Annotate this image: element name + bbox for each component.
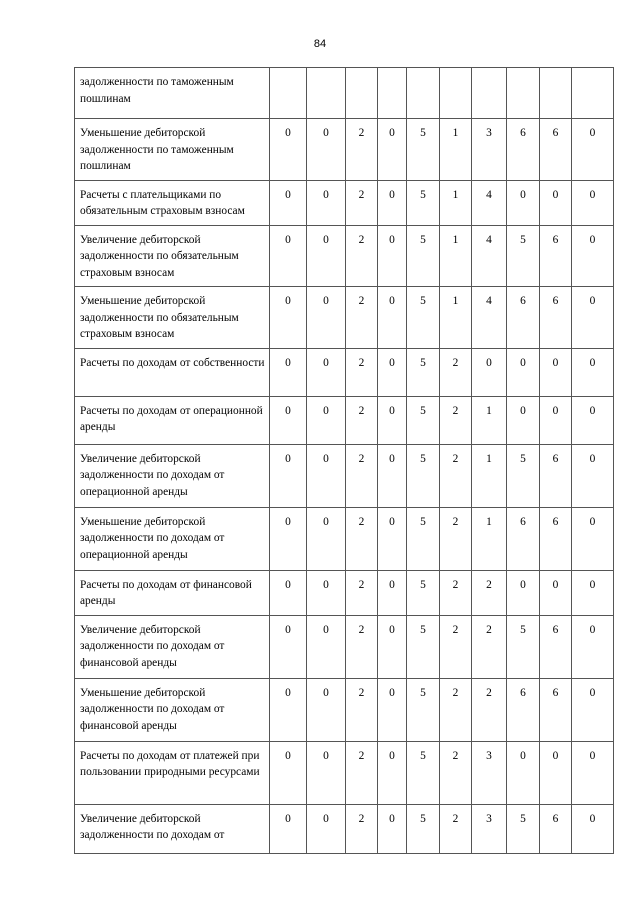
code-digit-cell: 3 <box>472 804 507 853</box>
code-digit-cell: 2 <box>346 444 378 507</box>
code-digit-cell: 5 <box>407 396 440 444</box>
code-digit-cell: 0 <box>270 444 307 507</box>
code-digit-cell: 5 <box>407 180 440 225</box>
account-name-cell: задолженности по таможенным пошлинам <box>75 68 270 119</box>
code-digit-cell: 0 <box>270 396 307 444</box>
code-digit-cell: 2 <box>346 225 378 287</box>
code-digit-cell: 0 <box>307 119 346 181</box>
code-digit-cell <box>507 68 540 119</box>
code-digit-cell: 0 <box>307 678 346 741</box>
code-digit-cell: 2 <box>346 678 378 741</box>
code-digit-cell: 0 <box>270 119 307 181</box>
code-digit-cell: 0 <box>270 225 307 287</box>
code-digit-cell: 3 <box>472 741 507 804</box>
code-digit-cell: 5 <box>507 444 540 507</box>
code-digit-cell: 2 <box>440 348 472 396</box>
code-digit-cell: 2 <box>346 570 378 615</box>
code-digit-cell: 0 <box>378 444 407 507</box>
table-row <box>75 804 614 853</box>
code-digit-cell: 0 <box>307 396 346 444</box>
code-digit-cell: 0 <box>572 741 614 804</box>
code-digit-cell: 1 <box>472 444 507 507</box>
code-digit-cell: 6 <box>540 119 572 181</box>
code-digit-cell: 0 <box>270 180 307 225</box>
code-digit-cell: 1 <box>440 225 472 287</box>
code-digit-cell: 5 <box>407 741 440 804</box>
code-digit-cell: 0 <box>307 615 346 678</box>
account-name-cell: Расчеты по доходам от финансовой аренды <box>75 570 270 615</box>
code-digit-cell: 2 <box>440 444 472 507</box>
code-digit-cell: 4 <box>472 180 507 225</box>
code-digit-cell: 6 <box>540 615 572 678</box>
code-digit-cell: 6 <box>507 119 540 181</box>
code-digit-cell <box>572 68 614 119</box>
code-digit-cell: 0 <box>540 348 572 396</box>
code-digit-cell: 0 <box>307 348 346 396</box>
code-digit-cell: 0 <box>270 348 307 396</box>
code-digit-cell: 0 <box>572 396 614 444</box>
code-digit-cell: 0 <box>307 741 346 804</box>
code-digit-cell: 0 <box>378 348 407 396</box>
code-digit-cell: 5 <box>407 225 440 287</box>
account-name-cell: Расчеты по доходам от платежей при пользовании природными ресурсами <box>75 741 270 804</box>
code-digit-cell: 1 <box>472 396 507 444</box>
code-digit-cell: 6 <box>507 678 540 741</box>
code-digit-cell: 4 <box>472 225 507 287</box>
code-digit-cell: 0 <box>270 678 307 741</box>
code-digit-cell: 1 <box>440 287 472 349</box>
code-digit-cell <box>270 68 307 119</box>
code-digit-cell: 0 <box>572 225 614 287</box>
code-digit-cell: 2 <box>346 287 378 349</box>
table-row <box>75 615 614 678</box>
code-digit-cell: 5 <box>507 804 540 853</box>
code-digit-cell: 0 <box>572 570 614 615</box>
code-digit-cell: 6 <box>540 678 572 741</box>
account-name-cell: Уменьшение дебиторской задолженности по доходам от финансовой аренды <box>75 678 270 741</box>
code-digit-cell: 0 <box>507 348 540 396</box>
table-row <box>75 348 614 396</box>
table-row <box>75 119 614 181</box>
code-digit-cell: 0 <box>307 507 346 570</box>
code-digit-cell: 0 <box>472 348 507 396</box>
code-digit-cell: 0 <box>572 507 614 570</box>
code-digit-cell: 5 <box>407 287 440 349</box>
code-digit-cell <box>346 68 378 119</box>
code-digit-cell: 6 <box>540 804 572 853</box>
code-digit-cell: 0 <box>572 615 614 678</box>
code-digit-cell: 0 <box>507 180 540 225</box>
code-digit-cell <box>407 68 440 119</box>
code-digit-cell: 5 <box>407 348 440 396</box>
code-digit-cell: 0 <box>378 615 407 678</box>
code-digit-cell: 0 <box>307 225 346 287</box>
code-digit-cell: 5 <box>407 615 440 678</box>
code-digit-cell: 0 <box>572 444 614 507</box>
code-digit-cell: 0 <box>378 570 407 615</box>
code-digit-cell: 5 <box>507 615 540 678</box>
table-row <box>75 225 614 287</box>
code-digit-cell: 2 <box>440 804 472 853</box>
code-digit-cell: 0 <box>270 507 307 570</box>
code-digit-cell: 2 <box>346 348 378 396</box>
code-digit-cell: 0 <box>507 741 540 804</box>
account-name-cell: Увеличение дебиторской задолженности по доходам от финансовой аренды <box>75 615 270 678</box>
code-digit-cell: 1 <box>440 180 472 225</box>
code-digit-cell: 0 <box>572 348 614 396</box>
code-digit-cell: 0 <box>572 804 614 853</box>
code-digit-cell: 0 <box>307 287 346 349</box>
code-digit-cell: 0 <box>270 804 307 853</box>
code-digit-cell: 0 <box>307 570 346 615</box>
code-digit-cell: 6 <box>507 287 540 349</box>
code-digit-cell: 0 <box>270 570 307 615</box>
code-digit-cell: 6 <box>540 225 572 287</box>
table-row <box>75 678 614 741</box>
code-digit-cell: 2 <box>472 615 507 678</box>
account-name-cell: Уменьшение дебиторской задолженности по обязательным страховым взносам <box>75 287 270 349</box>
account-name-cell: Расчеты с плательщиками по обязательным страховым взносам <box>75 180 270 225</box>
code-digit-cell: 0 <box>378 180 407 225</box>
code-digit-cell: 2 <box>346 119 378 181</box>
table-row <box>75 180 614 225</box>
code-digit-cell: 2 <box>440 741 472 804</box>
table-row <box>75 287 614 349</box>
code-digit-cell <box>440 68 472 119</box>
code-digit-cell <box>540 68 572 119</box>
code-digit-cell: 0 <box>572 180 614 225</box>
code-digit-cell: 0 <box>572 119 614 181</box>
code-digit-cell: 0 <box>378 741 407 804</box>
code-digit-cell: 5 <box>407 804 440 853</box>
code-digit-cell: 2 <box>346 396 378 444</box>
code-digit-cell: 0 <box>307 180 346 225</box>
code-digit-cell: 0 <box>270 615 307 678</box>
code-digit-cell: 2 <box>440 615 472 678</box>
code-digit-cell: 0 <box>378 678 407 741</box>
code-digit-cell: 0 <box>540 396 572 444</box>
code-digit-cell: 1 <box>472 507 507 570</box>
account-name-cell: Расчеты по доходам от собственности <box>75 348 270 396</box>
code-digit-cell: 2 <box>440 570 472 615</box>
code-digit-cell: 2 <box>472 678 507 741</box>
code-digit-cell: 0 <box>378 287 407 349</box>
account-name-cell: Увеличение дебиторской задолженности по доходам от операционной аренды <box>75 444 270 507</box>
code-digit-cell: 2 <box>440 396 472 444</box>
code-digit-cell: 0 <box>378 396 407 444</box>
code-digit-cell: 4 <box>472 287 507 349</box>
code-digit-cell <box>378 68 407 119</box>
code-digit-cell: 1 <box>440 119 472 181</box>
account-name-cell: Расчеты по доходам от операционной аренды <box>75 396 270 444</box>
code-digit-cell: 0 <box>540 180 572 225</box>
account-name-cell: Уменьшение дебиторской задолженности по таможенным пошлинам <box>75 119 270 181</box>
accounts-code-table <box>74 67 614 854</box>
code-digit-cell: 6 <box>540 287 572 349</box>
table-body <box>75 68 614 854</box>
code-digit-cell <box>307 68 346 119</box>
table-row <box>75 570 614 615</box>
code-digit-cell: 2 <box>440 678 472 741</box>
code-digit-cell: 2 <box>346 741 378 804</box>
code-digit-cell: 0 <box>378 119 407 181</box>
code-digit-cell: 0 <box>270 287 307 349</box>
code-digit-cell: 2 <box>346 804 378 853</box>
code-digit-cell: 2 <box>346 615 378 678</box>
code-digit-cell: 6 <box>540 507 572 570</box>
code-digit-cell <box>472 68 507 119</box>
code-digit-cell: 2 <box>346 507 378 570</box>
code-digit-cell: 0 <box>507 396 540 444</box>
code-digit-cell: 3 <box>472 119 507 181</box>
code-digit-cell: 0 <box>378 225 407 287</box>
code-digit-cell: 0 <box>270 741 307 804</box>
code-digit-cell: 6 <box>507 507 540 570</box>
table-row <box>75 396 614 444</box>
page-number: 84 <box>313 38 327 50</box>
code-digit-cell: 0 <box>507 570 540 615</box>
code-digit-cell: 0 <box>378 507 407 570</box>
table-row <box>75 741 614 804</box>
code-digit-cell: 0 <box>572 678 614 741</box>
account-name-cell: Увеличение дебиторской задолженности по обязательным страховым взносам <box>75 225 270 287</box>
code-digit-cell: 2 <box>346 180 378 225</box>
code-digit-cell: 0 <box>540 741 572 804</box>
code-digit-cell: 2 <box>440 507 472 570</box>
code-digit-cell: 6 <box>540 444 572 507</box>
account-name-cell: Увеличение дебиторской задолженности по доходам от <box>75 804 270 853</box>
code-digit-cell: 0 <box>307 804 346 853</box>
code-digit-cell: 5 <box>407 678 440 741</box>
code-digit-cell: 2 <box>472 570 507 615</box>
code-digit-cell: 5 <box>407 119 440 181</box>
code-digit-cell: 5 <box>407 444 440 507</box>
code-digit-cell: 5 <box>507 225 540 287</box>
code-digit-cell: 5 <box>407 507 440 570</box>
table-row <box>75 68 614 119</box>
table-row <box>75 507 614 570</box>
account-name-cell: Уменьшение дебиторской задолженности по доходам от операционной аренды <box>75 507 270 570</box>
table-row <box>75 444 614 507</box>
code-digit-cell: 5 <box>407 570 440 615</box>
code-digit-cell: 0 <box>378 804 407 853</box>
code-digit-cell: 0 <box>307 444 346 507</box>
code-digit-cell: 0 <box>540 570 572 615</box>
code-digit-cell: 0 <box>572 287 614 349</box>
